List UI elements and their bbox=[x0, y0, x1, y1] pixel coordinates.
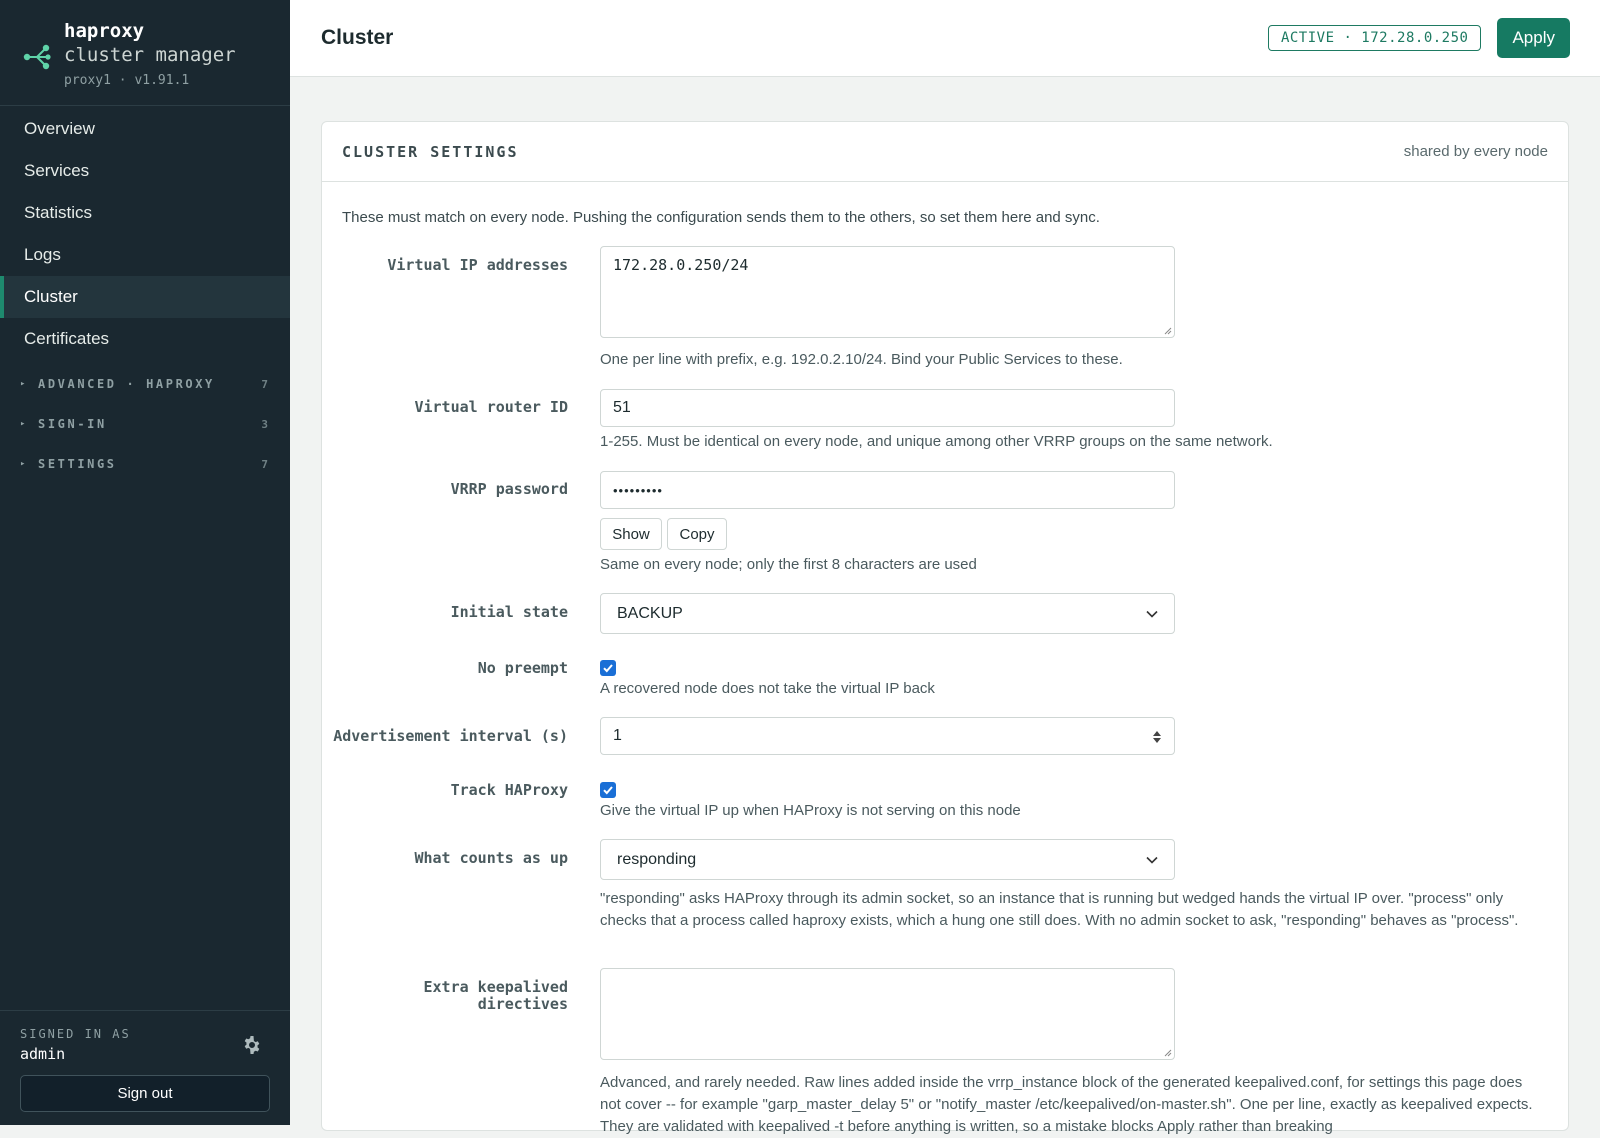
track-checkbox[interactable] bbox=[600, 782, 616, 798]
sidebar-group-settings[interactable] bbox=[0, 444, 290, 484]
vrid-value: 51 bbox=[613, 399, 631, 416]
gear-icon[interactable] bbox=[242, 1035, 262, 1055]
card-note: shared by every node bbox=[1403, 143, 1548, 160]
apply-button[interactable]: Apply bbox=[1497, 18, 1570, 58]
resize-handle-icon[interactable] bbox=[1163, 1048, 1172, 1057]
cluster-logo-icon bbox=[22, 42, 52, 72]
brand-name: haproxy bbox=[64, 20, 145, 42]
brand-subtitle: cluster manager bbox=[64, 43, 236, 66]
vrid-label: Virtual router ID bbox=[414, 398, 568, 416]
cluster-settings-card bbox=[321, 121, 1569, 1135]
number-spinner-icon[interactable] bbox=[1152, 729, 1162, 745]
upcheck-help: "responding" asks HAProxy through its admin socket, so an instance that is running but wedged hands the virtual IP over. "process" only checks that a process called haproxy exists, which a hung one still does. With no admin socket to ask, "responding" behaves as "process". bbox=[600, 890, 1519, 929]
sign-out-button[interactable]: Sign out bbox=[20, 1075, 270, 1112]
sidebar-group-label: SETTINGS bbox=[38, 457, 117, 471]
vip-help: One per line with prefix, e.g. 192.0.2.10/24. Bind your Public Services to these. bbox=[600, 351, 1123, 368]
advert-input[interactable] bbox=[600, 717, 1175, 755]
caret-right-icon: ▸ bbox=[20, 419, 29, 429]
upcheck-select[interactable] bbox=[600, 839, 1175, 880]
track-label: Track HAProxy bbox=[450, 781, 568, 799]
signed-in-label: SIGNED IN AS bbox=[20, 1027, 131, 1041]
sidebar-group-label: ADVANCED · HAPROXY bbox=[38, 377, 215, 391]
advert-label: Advertisement interval (s) bbox=[333, 727, 568, 745]
nopreempt-help: A recovered node does not take the virtual IP back bbox=[600, 680, 935, 697]
sidebar-item-certificates[interactable]: Certificates bbox=[24, 329, 110, 348]
password-help: Same on every node; only the first 8 characters are used bbox=[600, 556, 977, 573]
password-value: ••••••••• bbox=[613, 482, 663, 498]
upcheck-label: What counts as up bbox=[414, 849, 568, 867]
sidebar bbox=[0, 0, 290, 1125]
track-help: Give the virtual IP up when HAProxy is not serving on this node bbox=[600, 802, 1021, 819]
advert-value: 1 bbox=[613, 727, 622, 744]
copy-password-button[interactable]: Copy bbox=[667, 518, 727, 550]
user-name: admin bbox=[20, 1045, 66, 1063]
sidebar-nav bbox=[0, 108, 290, 484]
intro-text: These must match on every node. Pushing the configuration sends them to the others, so set them here and sync. bbox=[342, 209, 1100, 226]
page-header bbox=[290, 0, 1600, 77]
brand-version: proxy1 · v1.91.1 bbox=[64, 72, 190, 88]
extra-textarea[interactable] bbox=[600, 968, 1175, 1060]
vrid-input[interactable] bbox=[600, 389, 1175, 427]
sidebar-item-overview[interactable]: Overview bbox=[24, 119, 95, 138]
checkmark-icon bbox=[602, 662, 614, 674]
upcheck-value: responding bbox=[617, 850, 697, 868]
vrid-help: 1-255. Must be identical on every node, and unique among other VRRP groups on the same network. bbox=[600, 433, 1273, 450]
password-input[interactable] bbox=[600, 471, 1175, 509]
checkmark-icon bbox=[602, 784, 614, 796]
nopreempt-checkbox[interactable] bbox=[600, 660, 616, 676]
caret-right-icon: ▸ bbox=[20, 459, 29, 469]
card-header bbox=[322, 122, 1568, 182]
chevron-down-icon bbox=[1146, 856, 1158, 864]
sidebar-group-advanced-haproxy[interactable] bbox=[0, 364, 290, 404]
sidebar-group-count: 7 bbox=[261, 377, 268, 391]
card-title: CLUSTER SETTINGS bbox=[342, 142, 519, 161]
sidebar-group-count: 3 bbox=[261, 417, 268, 431]
vip-value: 172.28.0.250/24 bbox=[613, 256, 749, 274]
sidebar-group-label: SIGN-IN bbox=[38, 417, 107, 431]
nopreempt-label: No preempt bbox=[477, 659, 568, 677]
brand bbox=[0, 0, 290, 106]
sidebar-item-statistics[interactable]: Statistics bbox=[24, 203, 93, 222]
resize-handle-icon[interactable] bbox=[1163, 326, 1172, 335]
sidebar-item-cluster[interactable]: Cluster bbox=[0, 276, 290, 318]
password-label: VRRP password bbox=[450, 480, 568, 498]
vip-label: Virtual IP addresses bbox=[387, 256, 568, 274]
status-badge: ACTIVE · 172.28.0.250 bbox=[1268, 25, 1482, 51]
extra-label: Extra keepalived directives bbox=[423, 978, 568, 1013]
user-block bbox=[0, 1010, 290, 1125]
sidebar-item-logs[interactable]: Logs bbox=[24, 245, 61, 264]
sidebar-group-count: 7 bbox=[261, 457, 268, 471]
sidebar-item-services[interactable]: Services bbox=[24, 161, 90, 180]
state-label: Initial state bbox=[450, 603, 568, 621]
sidebar-group-sign-in[interactable] bbox=[0, 404, 290, 444]
show-password-button[interactable]: Show bbox=[600, 518, 662, 550]
page-title: Cluster bbox=[321, 26, 394, 49]
state-value: BACKUP bbox=[617, 604, 683, 622]
chevron-down-icon bbox=[1146, 610, 1158, 618]
vip-textarea[interactable] bbox=[600, 246, 1175, 338]
state-select[interactable] bbox=[600, 593, 1175, 634]
extra-help: Advanced, and rarely needed. Raw lines added inside the vrrp_instance block of the generated keepalived.conf, for settings this page does not cover -- for example "garp_master_delay 5" or "notify_master /etc/keepalived/on-master.sh". One per line, exactly as keepalived expects. They are validated with keepalived -t before anything is written, so a mistake blocks Apply rather than breaking bbox=[600, 1074, 1533, 1135]
caret-right-icon: ▸ bbox=[20, 379, 29, 389]
